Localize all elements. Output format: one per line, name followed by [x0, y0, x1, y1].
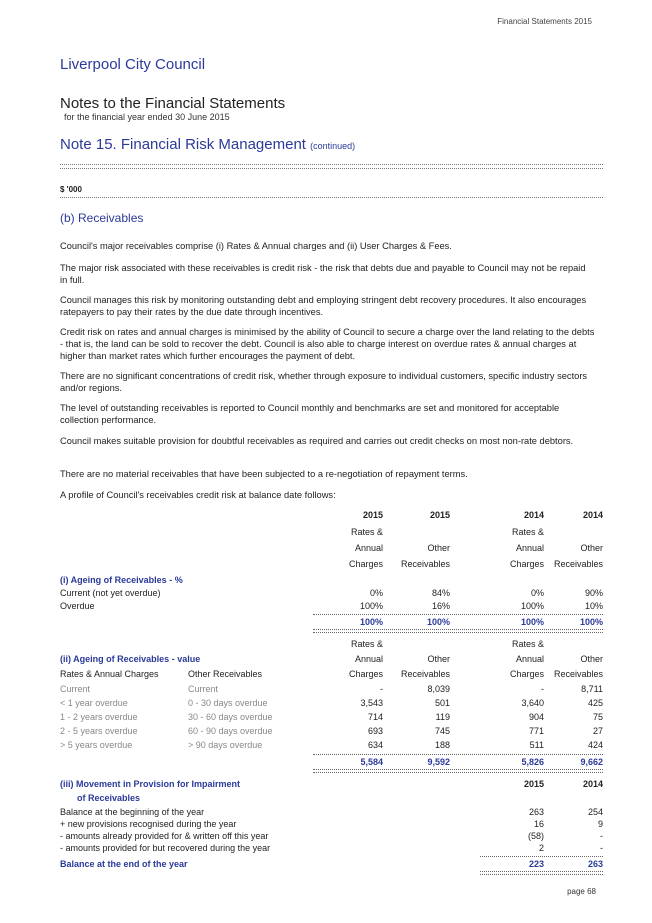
- table-row: [60, 740, 603, 752]
- col-head: Other: [427, 543, 450, 553]
- cell-value: (58): [527, 831, 544, 841]
- cell-value: 511: [529, 740, 544, 750]
- note-heading: [60, 136, 355, 153]
- cell-value: 9: [597, 819, 603, 829]
- cell-value: 2: [538, 843, 544, 853]
- header-row: [60, 559, 603, 571]
- col-head: Rates &: [350, 527, 383, 537]
- year-header-row: [60, 510, 603, 522]
- col-year: 2014: [582, 510, 603, 520]
- organisation-name: Liverpool City Council: [60, 56, 206, 73]
- cell-value: 714: [367, 712, 383, 722]
- movement-title: (iii) Movement in Provision for Impairment 2015 2014: [60, 779, 603, 789]
- note-title: Note 15. Financial Risk Management: [60, 136, 306, 153]
- col-head: Rates &: [511, 527, 544, 537]
- divider: [60, 164, 603, 165]
- cell-value: 8,039: [427, 684, 450, 694]
- col-head: Charges: [348, 559, 383, 569]
- col-head: Annual: [515, 543, 544, 553]
- ageing-category: > 90 days overdue: [188, 740, 263, 750]
- table-row: [60, 712, 603, 724]
- cell-value: -: [600, 843, 603, 853]
- col-head: Receivables: [400, 559, 450, 569]
- page-number: page 68: [567, 887, 596, 896]
- table-row: [60, 698, 603, 710]
- paragraph: Council makes suitable provision for doubtful receivables as required and carries out credit checks on most non-rate debtors.: [60, 436, 574, 446]
- ageing-pct-title: (i) Ageing of Receivables - %: [60, 575, 183, 585]
- cell-value: 904: [528, 712, 544, 722]
- table-row: [60, 726, 603, 738]
- total-row: Balance at the end of the year 223 263: [60, 859, 603, 869]
- cell-value: 75: [592, 712, 603, 722]
- ageing-category: > 5 years overdue: [60, 740, 133, 750]
- paragraph: Credit risk on rates and annual charges is minimised by the ability of Council to secure a charge over the land relating to the debts - that is, the land can be sold to recover the debt. Council is also able to charge interest on overdue rates & annual charges at higher than market rates which further encourages the payment of debt.: [60, 327, 595, 361]
- total-row: 5,584 9,592 5,826 9,662: [360, 757, 603, 767]
- divider: [313, 769, 603, 773]
- ageing-category: 30 - 60 days overdue: [188, 712, 273, 722]
- cell-value: 424: [587, 740, 603, 750]
- movement-label: Balance at the beginning of the year: [60, 807, 205, 817]
- cell-value: -: [541, 684, 544, 694]
- col-head: Charges: [509, 559, 544, 569]
- col-year: 2014: [523, 510, 544, 520]
- divider: [480, 856, 603, 857]
- cell-value: 27: [592, 726, 603, 736]
- paragraph: Council's major receivables comprise (i) Rates & Annual charges and (ii) User Charges & Fees.: [60, 241, 452, 251]
- cell-value: 501: [434, 698, 450, 708]
- cell-value: 3,640: [521, 698, 544, 708]
- paragraph: There are no material receivables that have been subjected to a re-negotiation of repayment terms.: [60, 469, 468, 479]
- divider: [313, 629, 603, 633]
- page-title: Notes to the Financial Statements: [60, 95, 286, 112]
- header-row: (ii) Ageing of Receivables - value Annual Other Annual Other: [60, 654, 603, 664]
- ageing-val-title: (ii) Ageing of Receivables - value: [60, 654, 201, 664]
- header-row: [60, 527, 603, 539]
- movement-title: of Receivables: [77, 793, 141, 803]
- table-row: [60, 831, 603, 843]
- cell-value: 8,711: [581, 684, 603, 694]
- cell-value: 634: [367, 740, 383, 750]
- section-heading: (b) Receivables: [60, 211, 144, 225]
- table-row: Overdue 100% 16% 100% 10%: [60, 601, 603, 611]
- divider: [480, 871, 603, 875]
- cell-value: 119: [435, 712, 450, 722]
- movement-label: - amounts already provided for & written off this year: [60, 831, 269, 841]
- cell-value: 254: [587, 807, 603, 817]
- page-subtitle: for the financial year ended 30 June 2015: [64, 112, 230, 122]
- paragraph: The major risk associated with these receivables is credit risk - the risk that debts due and payable to Council may not be repaid in full.: [60, 263, 586, 285]
- ageing-category: 2 - 5 years overdue: [60, 726, 138, 736]
- table-row: [60, 807, 603, 819]
- paragraph: A profile of Council's receivables credit risk at balance date follows:: [60, 490, 336, 500]
- paragraph: There are no significant concentrations of credit risk, whether through exposure to individual customers, specific industry sectors and/or regions.: [60, 371, 588, 393]
- ageing-category: Current: [60, 684, 91, 694]
- paragraph: The level of outstanding receivables is reported to Council monthly and benchmarks are set and monitored for acceptable collection performance.: [60, 403, 560, 425]
- header-row: Rates & Rates &: [350, 639, 544, 649]
- ageing-category: 0 - 30 days overdue: [188, 698, 268, 708]
- ageing-category: Current: [188, 684, 219, 694]
- table-row: Current (not yet overdue) 0% 84% 0% 90%: [60, 588, 603, 598]
- cell-value: -: [380, 684, 383, 694]
- table-row: [60, 819, 603, 831]
- table-row: [60, 684, 603, 696]
- col-a-head: Rates & Annual Charges: [60, 669, 159, 679]
- header-row: Rates & Annual Charges Other Receivables Charges Receivables Charges Receivables: [60, 669, 603, 679]
- divider: [313, 754, 603, 755]
- col-year: 2015: [362, 510, 383, 520]
- units-label: $ '000: [60, 185, 82, 194]
- cell-value: 693: [367, 726, 383, 736]
- col-b-head: Other Receivables: [188, 669, 263, 679]
- movement-label: + new provisions recognised during the year: [60, 819, 237, 829]
- table-row: [60, 843, 603, 855]
- total-row: 100% 100% 100% 100%: [359, 617, 603, 627]
- header-row: [60, 543, 603, 555]
- movement-label: - amounts provided for but recovered during the year: [60, 843, 271, 853]
- ageing-category: 1 - 2 years overdue: [60, 712, 138, 722]
- cell-value: 745: [434, 726, 450, 736]
- cell-value: 263: [528, 807, 544, 817]
- cell-value: 3,543: [360, 698, 383, 708]
- ageing-category: 60 - 90 days overdue: [188, 726, 273, 736]
- col-head: Other: [580, 543, 603, 553]
- col-head: Annual: [354, 543, 383, 553]
- cell-value: 771: [528, 726, 544, 736]
- note-continued: (continued): [310, 141, 356, 151]
- divider: [60, 197, 603, 198]
- report-header: Financial Statements 2015: [497, 17, 592, 26]
- paragraph: Council manages this risk by monitoring outstanding debt and employing stringent debt recovery procedures. It also encourages ratepayers to pay their rates by the due date through incentives.: [60, 295, 587, 317]
- divider: [60, 168, 603, 169]
- cell-value: 425: [587, 698, 603, 708]
- cell-value: 188: [434, 740, 450, 750]
- divider: [313, 614, 603, 615]
- col-year: 2015: [429, 510, 450, 520]
- ageing-category: < 1 year overdue: [60, 698, 128, 708]
- col-head: Receivables: [553, 559, 603, 569]
- cell-value: 16: [533, 819, 544, 829]
- cell-value: -: [600, 831, 603, 841]
